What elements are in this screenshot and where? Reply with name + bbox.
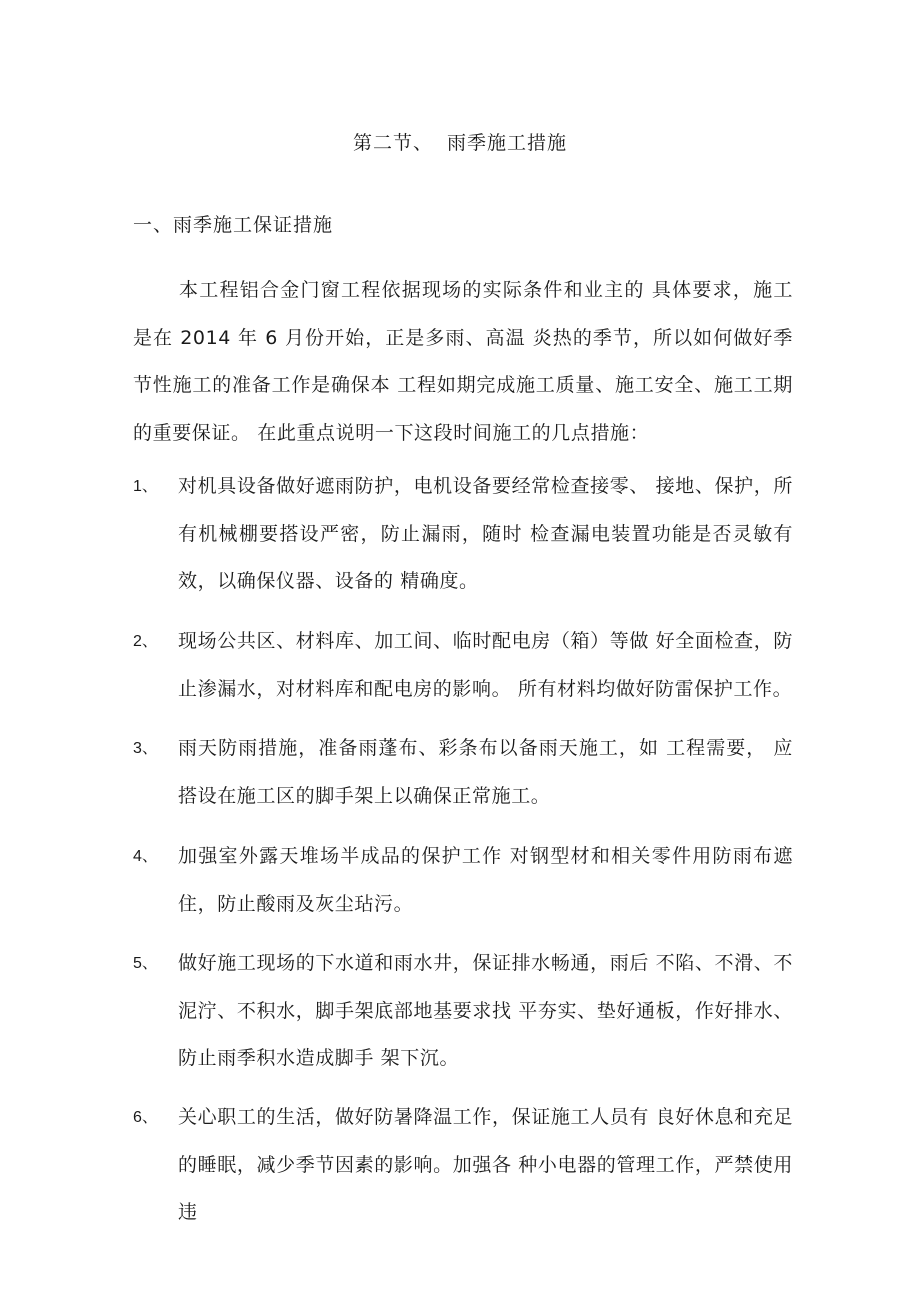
list-item-text: 关心职工的生活，做好防暑降温工作，保证施工人员有 良好休息和充足的睡眠，减少季节因素的影响。加强各 种小电器的管理工作，严禁使用违 [178, 1106, 793, 1223]
list-item-number: 1、 [133, 478, 158, 495]
list-item-number: 4、 [133, 848, 158, 865]
list-item-number: 6、 [133, 1109, 158, 1126]
section-heading: 一、雨季施工保证措施 [133, 214, 334, 236]
list-item-text: 对机具设备做好遮雨防护，电机设备要经常检查接零、 接地、保护，所有机械棚要搭设严密，防止漏雨，随时 检查漏电装置功能是否灵敏有效，以确保仪器、设备的 精确度。 [178, 475, 793, 592]
list-item-text: 雨天防雨措施，准备雨蓬布、彩条布以备雨天施工，如 工程需要， 应搭设在施工区的脚手架上以确保正常施工。 [178, 737, 793, 807]
list-item-number: 3、 [133, 740, 158, 757]
intro-paragraph: 本工程铝合金门窗工程依据现场的实际条件和业主的 具体要求，施工是在 2014 年 6 月份开始，正是多雨、高温 炎热的季节，所以如何做好季节性施工的准备工作是确保本 工程如期完成施工质量、施工安全、施工工期的重要保证。 在此重点说明一下这段时间施工的几点措施： [133, 279, 793, 444]
list-item-number: 2、 [133, 633, 158, 650]
list-item-text: 现场公共区、材料库、加工间、临时配电房（箱）等做 好全面检查，防止渗漏水，对材料库和配电房的影响。 所有材料均做好防雷保护工作。 [178, 630, 793, 700]
list-item-number: 5、 [133, 955, 158, 972]
page-title: 第二节、 雨季施工措施 [352, 132, 568, 154]
list-item-text: 加强室外露天堆场半成品的保护工作 对钢型材和相关零件用防雨布遮住，防止酸雨及灰尘玷污。 [178, 845, 793, 915]
list-item-text: 做好施工现场的下水道和雨水井，保证排水畅通，雨后 不陷、不滑、不泥泞、不积水，脚手架底部地基要求找 平夯实、垫好通板，作好排水、防止雨季积水造成脚手 架下沉。 [178, 952, 793, 1069]
